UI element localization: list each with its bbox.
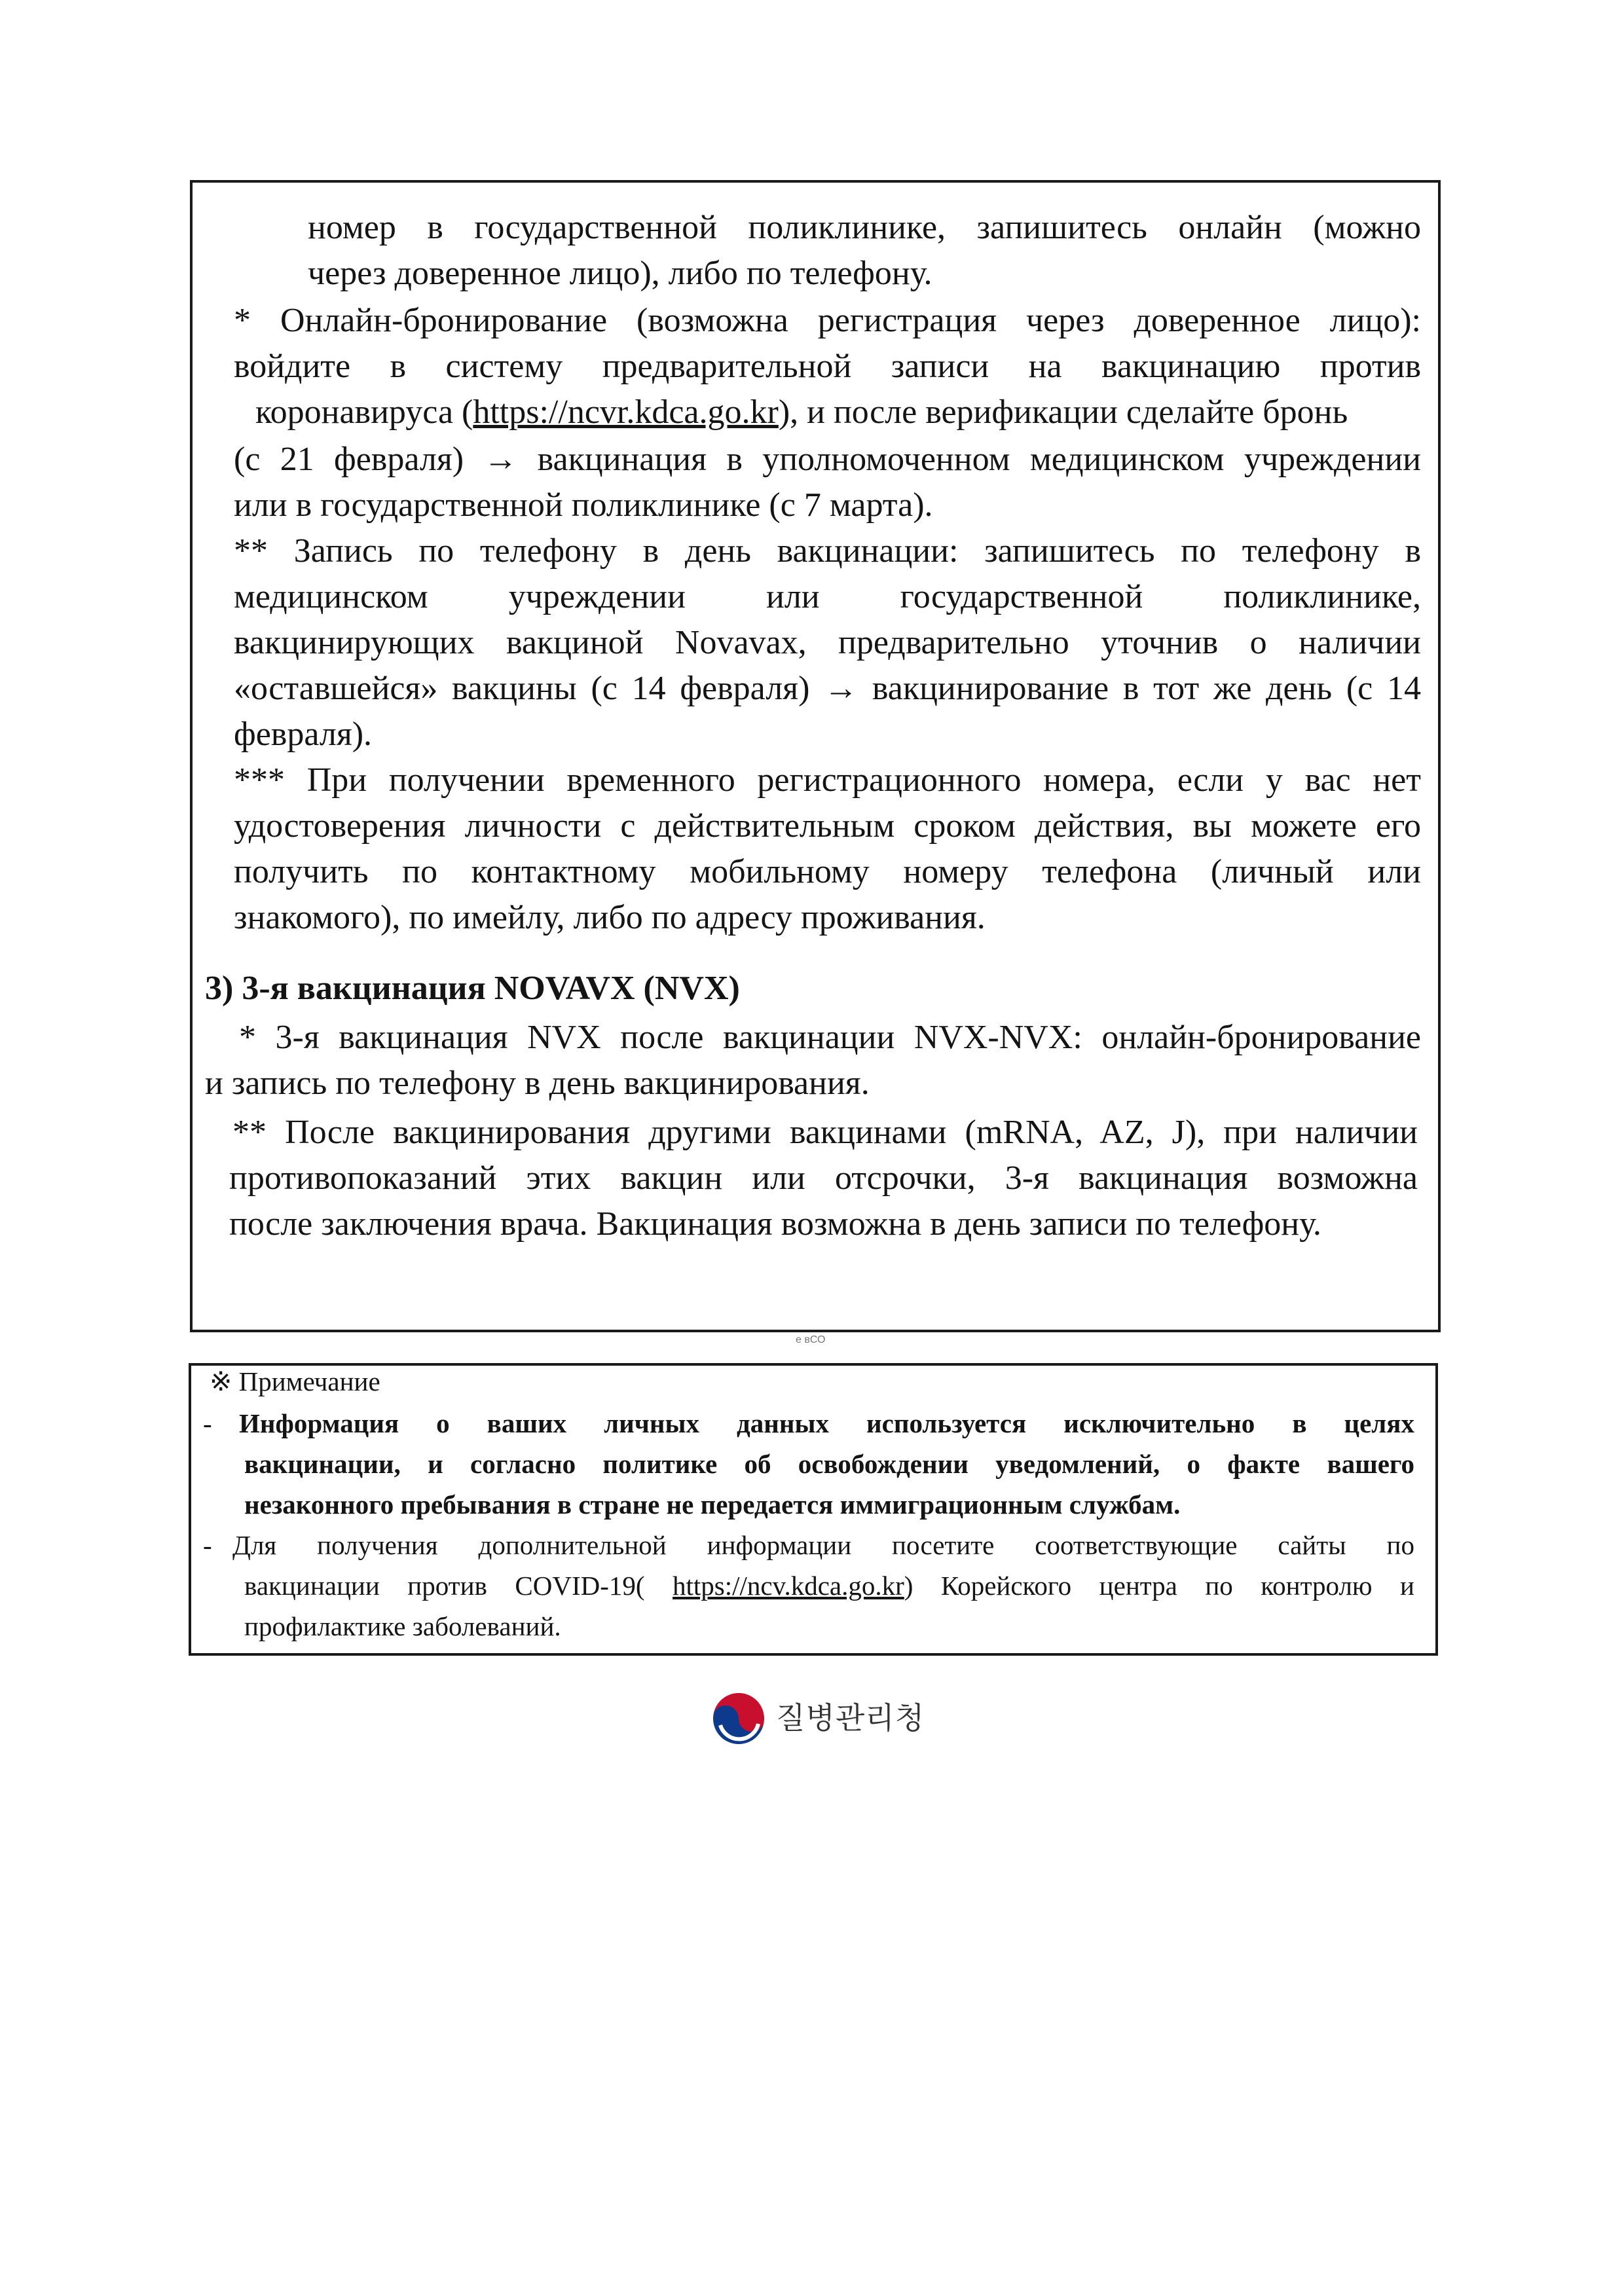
text-line: * 3-я вакцинация NVX после вакцинации NVX-NVX: онлайн-бронирование xyxy=(239,1019,1421,1056)
ncv-link[interactable]: https://ncv.kdca.go.kr xyxy=(673,1571,904,1601)
ncvr-link[interactable]: https://ncvr.kdca.go.kr xyxy=(473,393,779,431)
text-line: удостоверения личности с действительным сроком действия, вы можете его xyxy=(234,807,1421,845)
text-segment: ), и после верификации сделайте бронь xyxy=(778,393,1348,431)
text-line: после заключения врача. Вакцинация возможна в день записи по телефону. xyxy=(229,1205,1321,1243)
text-line: ** Запись по телефону в день вакцинации: запишитесь по телефону в xyxy=(234,532,1421,570)
text-line: * Онлайн-бронирование (возможна регистрация через доверенное лицо): xyxy=(234,302,1421,339)
bullet-dash: - xyxy=(203,1530,212,1560)
text-line: медицинском учреждении или государственной поликлинике, xyxy=(234,578,1421,615)
section-heading: 3) 3-я вакцинация NOVAVX (NVX) xyxy=(205,970,740,1007)
text-line: войдите в систему предварительной записи на вакцинацию против xyxy=(234,348,1421,385)
bullet-dash: - xyxy=(203,1408,212,1438)
text-line: противопоказаний этих вакцин или отсрочки, 3-я вакцинация возможна xyxy=(229,1159,1418,1197)
text-segment: вакцинации против COVID-19( xyxy=(244,1571,673,1601)
note-title: ※ Примечание xyxy=(210,1366,380,1396)
text-line: получить по контактному мобильному номеру телефона (личный или xyxy=(234,853,1421,890)
text-line: *** При получении временного регистрационного номера, если у вас нет xyxy=(234,761,1421,799)
note-item-line: Для получения дополнительной информации посетите соответствующие сайты по xyxy=(232,1530,1414,1560)
text-line: через доверенное лицо), либо по телефону. xyxy=(308,255,932,292)
text-segment: коронавируса ( xyxy=(255,393,473,431)
text-line: номер в государственной поликлинике, запишитесь онлайн (можно xyxy=(308,209,1421,246)
note-item-line: вакцинации, и согласно политике об освобождении уведомлений, о факте вашего xyxy=(244,1449,1414,1479)
text-segment: ) Корейского центра по контролю и xyxy=(904,1571,1414,1601)
scan-mark: e вСО xyxy=(796,1334,826,1345)
text-line xyxy=(255,393,1421,432)
text-line: (с 21 февраля) → вакцинация в уполномоченном медицинском учреждении xyxy=(234,441,1421,478)
note-item-line: профилактике заболеваний. xyxy=(244,1611,561,1641)
text-line: «оставшейся» вакцины (с 14 февраля) → вакцинирование в тот же день (с 14 xyxy=(234,670,1421,707)
text-line: вакцинирующих вакциной Novavax, предварительно уточнив о наличии xyxy=(234,624,1421,661)
note-item-line: Информация о ваших личных данных используется исключительно в целях xyxy=(239,1408,1414,1438)
text-line: и запись по телефону в день вакцинирования. xyxy=(205,1065,870,1102)
text-line: знакомого), по имейлу, либо по адресу проживания. xyxy=(234,899,986,936)
text-line: ** После вакцинирования другими вакцинами (mRNA, AZ, J), при наличии xyxy=(232,1114,1418,1151)
text-line: февраля). xyxy=(234,716,373,753)
note-item-line: незаконного пребывания в стране не передается иммиграционным службам. xyxy=(244,1489,1181,1520)
note-item-line xyxy=(244,1570,1414,1601)
agency-logo-text: 질병관리청 xyxy=(776,1700,925,1736)
text-line: или в государственной поликлинике (с 7 марта). xyxy=(234,486,933,524)
